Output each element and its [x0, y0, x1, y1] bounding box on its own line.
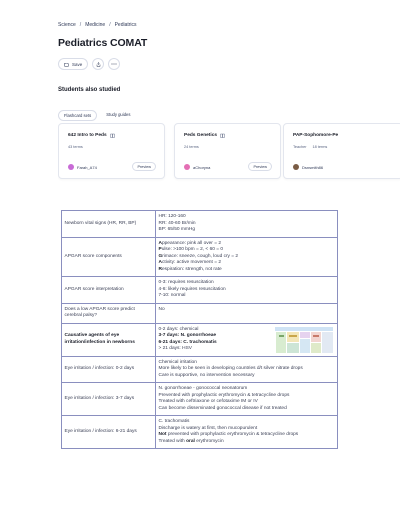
set-card[interactable]: [58, 123, 165, 179]
breadcrumb-separator: /: [79, 22, 82, 28]
save-label: Save: [72, 61, 83, 67]
definition-cell: [156, 383, 338, 416]
definition-text: ulse: >100 bpm = 2, < 60 = 0: [161, 247, 224, 252]
definition-text: 3-7 days: N. gonorrhoeae: [158, 333, 217, 338]
terms-table: [61, 210, 338, 449]
definition-line: [159, 439, 335, 446]
teacher-badge: Teacher: [293, 145, 307, 149]
definition-text: P: [158, 247, 162, 252]
definition-text: Chemical irritation: [158, 359, 197, 365]
definition-text: More likely to be seen in developing countries d/t silver nitrate drops: [158, 366, 303, 371]
breadcrumb-science[interactable]: Science: [58, 22, 76, 28]
definition-text: A: [158, 260, 162, 265]
definition-text: 6-21 days: C. trachomatis: [158, 339, 217, 345]
study-tabs: [58, 110, 135, 121]
author-name[interactable]: Dsnsmith86: [302, 164, 324, 170]
table-row: [62, 277, 338, 304]
term-cell: Does a low APGAR score predict cerebral palsy?: [62, 303, 156, 323]
save-button[interactable]: [58, 58, 88, 70]
definition-text: G: [158, 253, 163, 259]
term-cell: Eye irritation / infection: 0-2 days: [62, 356, 156, 383]
definition-cell: [156, 303, 338, 323]
table-row: [62, 323, 338, 356]
definition-text: HR: 120-160: [158, 214, 186, 219]
table-row: [62, 383, 338, 416]
definition-text: Can become disseminated gonococcal disease if not treated: [158, 405, 287, 411]
preview-button[interactable]: Preview: [132, 162, 156, 171]
definition-text: rimace: sneeze, cough, loud cry = 2: [162, 253, 239, 259]
definition-text: 0-2 days: chemical: [158, 326, 199, 332]
definition-cell: [156, 356, 338, 383]
definition-text: No: [158, 306, 165, 312]
term-cell: APGAR score components: [62, 237, 156, 277]
set-card[interactable]: [283, 123, 400, 179]
table-row: [62, 303, 338, 323]
share-button[interactable]: [92, 58, 104, 70]
avatar: [293, 164, 299, 170]
book-icon: [110, 133, 115, 138]
set-title: 642 Intro to Peds: [68, 133, 107, 138]
set-title: Peds Genetics: [184, 133, 218, 138]
definition-text: espiration: strength, not rate: [161, 266, 222, 272]
tab-flashcard-sets[interactable]: Flashcard sets: [58, 110, 97, 121]
definition-line: [159, 227, 335, 234]
table-row: [62, 356, 338, 383]
definition-text: RR: 40-60 Br/min: [158, 220, 196, 226]
set-title: PAP-Sophomore-Pe: [293, 133, 339, 138]
definition-cell: [156, 323, 338, 356]
definition-text: Prevented with prophylactic erythromycin & tetracycline drops: [158, 392, 290, 398]
table-row: [62, 237, 338, 277]
definition-text: Treated with: [158, 438, 187, 444]
term-cell: APGAR score interpretation: [62, 277, 156, 304]
term-count: 24 terms: [184, 145, 199, 149]
table-row: [62, 211, 338, 238]
breadcrumb-pediatrics[interactable]: Pediatrics: [114, 22, 137, 28]
definition-text: N. gonorrhoeae - gonococcal neonatorum: [158, 386, 248, 391]
definition-cell: [156, 416, 338, 449]
more-options-button[interactable]: [108, 58, 120, 70]
definition-cell: [156, 211, 338, 238]
definition-line: [159, 406, 335, 413]
term-cell: Causative agents of eye irritation/infection in newborns: [62, 323, 156, 356]
term-cell: Eye irritation / infection: 6-21 days: [62, 416, 156, 449]
definition-line: [159, 293, 335, 300]
definition-text: erythromycin: [194, 438, 224, 444]
definition-text: > 21 days: HSV: [158, 346, 192, 351]
more-icon: [111, 63, 117, 65]
table-row: [62, 416, 338, 449]
term-cell: Eye irritation / infection: 3-7 days: [62, 383, 156, 416]
set-card[interactable]: [174, 123, 281, 179]
term-cell: Newborn vital signs (HR, RR, BP): [62, 211, 156, 238]
breadcrumb-separator: /: [109, 22, 111, 28]
definition-text: C. trachomatis: [158, 419, 190, 424]
definition-text: Treated with ceftriaxone or cefotaxime IM or IV: [158, 399, 258, 404]
avatar: [184, 164, 190, 170]
related-sets-carousel: [58, 123, 400, 185]
definition-text: Care is supportive, no intervention necessary: [158, 372, 255, 378]
action-bar: [58, 58, 120, 70]
folder-icon: [64, 62, 69, 67]
author-name[interactable]: aChoryna: [193, 164, 211, 170]
breadcrumb-medicine[interactable]: Medicine: [85, 22, 106, 28]
definition-text: ppearance: pink all over = 2: [161, 240, 222, 246]
tab-study-guides[interactable]: Study guides: [106, 112, 131, 117]
definition-text: 4-6: likely requires resuscitation: [158, 286, 226, 292]
definition-text: ctivity: active movement = 2: [161, 260, 222, 265]
definition-text: Discharge is watery at first, then mucopurulent: [158, 425, 258, 431]
book-icon: [220, 133, 225, 138]
preview-button[interactable]: Preview: [248, 162, 272, 171]
author-name[interactable]: Farah_A74: [77, 164, 97, 170]
definition-line: [159, 373, 335, 380]
definition-cell: [156, 277, 338, 304]
definition-text: Not: [158, 432, 167, 437]
diagram-thumbnail[interactable]: [275, 327, 333, 354]
definition-line: [159, 307, 335, 314]
definition-text: oral: [186, 438, 195, 444]
page-title: Pediatrics COMAT: [58, 37, 148, 49]
students-also-studied-heading: Students also studied: [58, 87, 121, 93]
term-count: 18 terms: [312, 145, 328, 149]
definition-text: BP: 65/50 mmHg: [158, 227, 196, 232]
definition-text: R: [158, 266, 162, 272]
definition-text: 7-10: normal: [158, 293, 186, 298]
breadcrumb: [58, 22, 137, 28]
definition-text: 0-3: requires resuscitation: [158, 280, 214, 285]
definition-text: A: [158, 240, 162, 246]
avatar: [68, 164, 74, 170]
share-icon: [96, 62, 101, 67]
definition-line: [159, 267, 335, 274]
term-count: 43 terms: [68, 145, 83, 149]
definition-text: prevented with prophylactic erythromycin & tetracycline drops: [166, 432, 299, 437]
definition-cell: [156, 237, 338, 277]
